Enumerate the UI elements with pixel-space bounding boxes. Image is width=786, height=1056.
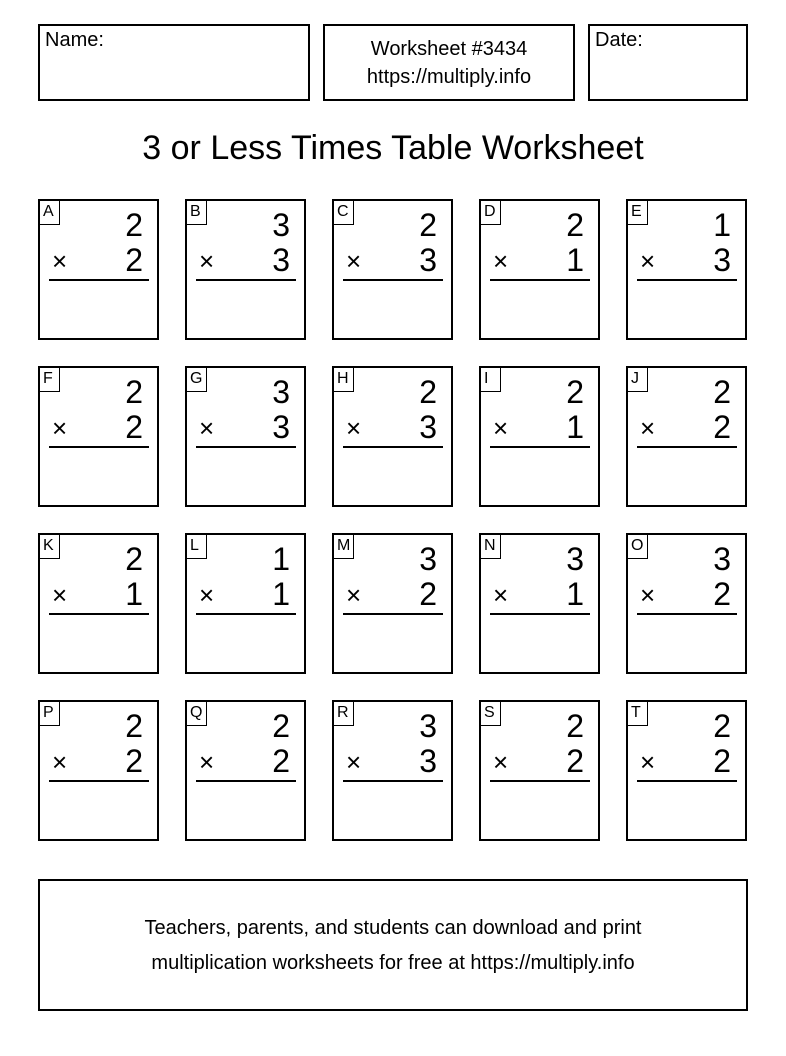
worksheet-number: Worksheet #3434 bbox=[370, 38, 528, 60]
top-factor: 1 bbox=[713, 207, 731, 243]
top-factor: 2 bbox=[125, 708, 143, 744]
top-factor: 3 bbox=[419, 541, 437, 577]
multiply-symbol: × bbox=[346, 413, 362, 443]
bottom-factor: 3 bbox=[419, 409, 437, 445]
problem-card[interactable] bbox=[38, 700, 159, 841]
bottom-factor: 2 bbox=[272, 743, 290, 779]
problem-letter: G bbox=[187, 368, 207, 392]
footer-line-2: multiplication worksheets for free at https://multiply.info bbox=[151, 952, 635, 974]
multiply-symbol: × bbox=[52, 747, 68, 777]
top-factor: 1 bbox=[272, 541, 290, 577]
multiply-symbol: × bbox=[493, 580, 509, 610]
problem-card[interactable] bbox=[38, 533, 159, 674]
bottom-factor: 2 bbox=[713, 743, 731, 779]
answer-line bbox=[343, 446, 443, 448]
name-label: Name: bbox=[45, 29, 104, 51]
multiply-symbol: × bbox=[346, 246, 362, 276]
answer-line bbox=[49, 446, 149, 448]
top-factor: 2 bbox=[125, 541, 143, 577]
multiply-symbol: × bbox=[199, 580, 215, 610]
problem-card[interactable] bbox=[185, 533, 306, 674]
bottom-factor: 2 bbox=[419, 576, 437, 612]
multiply-symbol: × bbox=[346, 747, 362, 777]
problem-letter: F bbox=[40, 368, 60, 392]
top-factor: 2 bbox=[713, 374, 731, 410]
bottom-factor: 2 bbox=[125, 743, 143, 779]
problem-letter: D bbox=[481, 201, 501, 225]
problem-card[interactable] bbox=[626, 366, 747, 507]
problem-card[interactable] bbox=[332, 366, 453, 507]
answer-line bbox=[196, 279, 296, 281]
answer-line bbox=[637, 279, 737, 281]
bottom-factor: 3 bbox=[713, 242, 731, 278]
problem-letter: H bbox=[334, 368, 354, 392]
bottom-factor: 1 bbox=[566, 242, 584, 278]
footer-box bbox=[38, 879, 748, 1011]
problem-letter: J bbox=[628, 368, 648, 392]
problem-card[interactable] bbox=[185, 700, 306, 841]
top-factor: 2 bbox=[713, 708, 731, 744]
top-factor: 2 bbox=[566, 374, 584, 410]
date-label: Date: bbox=[595, 29, 643, 51]
bottom-factor: 2 bbox=[713, 576, 731, 612]
multiply-symbol: × bbox=[493, 413, 509, 443]
problem-letter: O bbox=[628, 535, 648, 559]
answer-line bbox=[343, 780, 443, 782]
bottom-factor: 3 bbox=[272, 409, 290, 445]
multiply-symbol: × bbox=[199, 246, 215, 276]
problem-card[interactable] bbox=[479, 533, 600, 674]
problem-card[interactable] bbox=[332, 199, 453, 340]
problem-letter: P bbox=[40, 702, 60, 726]
multiply-symbol: × bbox=[346, 580, 362, 610]
multiply-symbol: × bbox=[52, 413, 68, 443]
bottom-factor: 1 bbox=[272, 576, 290, 612]
problem-letter: N bbox=[481, 535, 501, 559]
top-factor: 3 bbox=[713, 541, 731, 577]
problem-card[interactable] bbox=[479, 366, 600, 507]
top-factor: 2 bbox=[125, 207, 143, 243]
answer-line bbox=[196, 613, 296, 615]
answer-line bbox=[637, 446, 737, 448]
bottom-factor: 3 bbox=[272, 242, 290, 278]
top-factor: 2 bbox=[419, 207, 437, 243]
problem-letter: A bbox=[40, 201, 60, 225]
bottom-factor: 3 bbox=[419, 743, 437, 779]
problem-card[interactable] bbox=[185, 366, 306, 507]
problem-letter: T bbox=[628, 702, 648, 726]
problem-letter: Q bbox=[187, 702, 207, 726]
problem-card[interactable] bbox=[626, 700, 747, 841]
bottom-factor: 2 bbox=[713, 409, 731, 445]
bottom-factor: 1 bbox=[566, 576, 584, 612]
top-factor: 2 bbox=[566, 207, 584, 243]
answer-line bbox=[490, 780, 590, 782]
answer-line bbox=[637, 613, 737, 615]
bottom-factor: 2 bbox=[125, 409, 143, 445]
problem-letter: E bbox=[628, 201, 648, 225]
answer-line bbox=[343, 279, 443, 281]
multiply-symbol: × bbox=[640, 413, 656, 443]
top-factor: 3 bbox=[272, 374, 290, 410]
top-factor: 3 bbox=[272, 207, 290, 243]
bottom-factor: 1 bbox=[566, 409, 584, 445]
answer-line bbox=[637, 780, 737, 782]
bottom-factor: 1 bbox=[125, 576, 143, 612]
problem-letter: I bbox=[481, 368, 501, 392]
answer-line bbox=[343, 613, 443, 615]
multiply-symbol: × bbox=[52, 580, 68, 610]
multiply-symbol: × bbox=[52, 246, 68, 276]
multiply-symbol: × bbox=[199, 413, 215, 443]
top-factor: 2 bbox=[272, 708, 290, 744]
problem-letter: S bbox=[481, 702, 501, 726]
multiply-symbol: × bbox=[493, 747, 509, 777]
bottom-factor: 2 bbox=[566, 743, 584, 779]
answer-line bbox=[490, 279, 590, 281]
problem-letter: B bbox=[187, 201, 207, 225]
problem-letter: L bbox=[187, 535, 207, 559]
problem-card[interactable] bbox=[38, 366, 159, 507]
answer-line bbox=[49, 279, 149, 281]
problem-letter: K bbox=[40, 535, 60, 559]
footer-line-1: Teachers, parents, and students can download and print bbox=[144, 917, 642, 939]
top-factor: 2 bbox=[566, 708, 584, 744]
bottom-factor: 3 bbox=[419, 242, 437, 278]
problem-card[interactable] bbox=[479, 199, 600, 340]
top-factor: 2 bbox=[419, 374, 437, 410]
problem-card[interactable] bbox=[185, 199, 306, 340]
problem-card[interactable] bbox=[332, 533, 453, 674]
answer-line bbox=[49, 613, 149, 615]
problem-card[interactable] bbox=[38, 199, 159, 340]
top-factor: 3 bbox=[566, 541, 584, 577]
multiply-symbol: × bbox=[640, 747, 656, 777]
problem-card[interactable] bbox=[626, 533, 747, 674]
multiply-symbol: × bbox=[493, 246, 509, 276]
bottom-factor: 2 bbox=[125, 242, 143, 278]
answer-line bbox=[490, 446, 590, 448]
problem-card[interactable] bbox=[626, 199, 747, 340]
multiply-symbol: × bbox=[640, 246, 656, 276]
answer-line bbox=[490, 613, 590, 615]
problem-card[interactable] bbox=[479, 700, 600, 841]
problem-letter: C bbox=[334, 201, 354, 225]
problem-letter: M bbox=[334, 535, 354, 559]
top-factor: 2 bbox=[125, 374, 143, 410]
top-factor: 3 bbox=[419, 708, 437, 744]
problem-letter: R bbox=[334, 702, 354, 726]
answer-line bbox=[196, 446, 296, 448]
page-title: 3 or Less Times Table Worksheet bbox=[142, 129, 644, 167]
answer-line bbox=[49, 780, 149, 782]
worksheet-url: https://multiply.info bbox=[366, 66, 532, 88]
multiply-symbol: × bbox=[640, 580, 656, 610]
problem-card[interactable] bbox=[332, 700, 453, 841]
answer-line bbox=[196, 780, 296, 782]
multiply-symbol: × bbox=[199, 747, 215, 777]
